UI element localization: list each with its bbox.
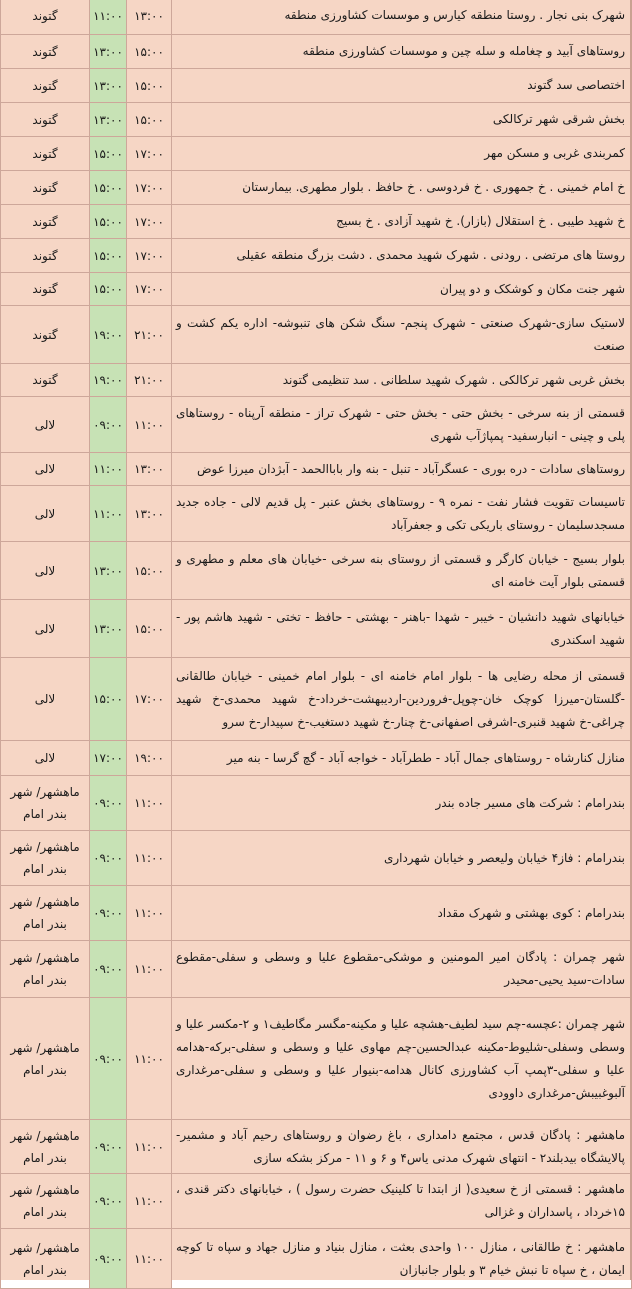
area-cell: روستا های مرتضی . رودنی . شهرک شهید محمدی . دشت بزرگ منطقه عقیلی [172,239,632,273]
start-time-cell: ۰۹:۰۰ [90,941,127,998]
end-time-cell: ۱۱:۰۰ [127,941,172,998]
start-time-cell: ۰۹:۰۰ [90,998,127,1120]
end-time-cell: ۱۵:۰۰ [127,35,172,69]
region-cell: ماهشهر/ شهر بندر امام [1,1174,90,1229]
area-cell: اختصاصی سد گتوند [172,69,632,103]
region-cell: ماهشهر/ شهر بندر امام [1,1120,90,1174]
table-row [1,306,632,364]
table-row [1,35,632,69]
region-cell: ماهشهر/ شهر بندر امام [1,998,90,1120]
region-cell: گتوند [1,273,90,306]
table-row [1,364,632,397]
area-cell: قسمتی از بنه سرخی - بخش حتی - بخش حتی - شهرک تراز - منطقه آرپناه - روستاهای پلی و چینی - انبارسفید- پمپاژآب شهری [172,397,632,453]
start-time-cell: ۱۳:۰۰ [90,103,127,137]
end-time-cell: ۱۱:۰۰ [127,397,172,453]
table-row [1,776,632,831]
end-time-cell: ۱۷:۰۰ [127,205,172,239]
start-time-cell: ۰۹:۰۰ [90,1229,127,1289]
area-cell: بلوار بسیج - خیابان کارگر و قسمتی از روستای بنه سرخی -خیابان های معلم و مطهری و قسمتی بلوار آیت خامنه ای [172,542,632,600]
table-row [1,137,632,171]
table-row [1,453,632,486]
start-time-cell: ۱۷:۰۰ [90,741,127,776]
region-cell: گتوند [1,35,90,69]
start-time-cell: ۱۵:۰۰ [90,658,127,741]
region-cell: گتوند [1,306,90,364]
region-cell: لالی [1,453,90,486]
region-cell: ماهشهر/ شهر بندر امام [1,886,90,941]
region-cell: ماهشهر/ شهر بندر امام [1,831,90,886]
region-cell: لالی [1,542,90,600]
table-row [1,0,632,35]
end-time-cell: ۱۵:۰۰ [127,542,172,600]
region-cell: لالی [1,486,90,542]
end-time-cell: ۲۱:۰۰ [127,364,172,397]
area-cell: شهرک بنی نجار . روستا منطقه کیارس و موسسات کشاورزی منطقه [172,0,632,35]
area-cell: قسمتی از محله رضایی ها - بلوار امام خامنه ای - بلوار امام خمینی - خیابان طالقانی -گلستان-میرزا کوچک خان-چوپل-فروردین-اردیبهشت-خرداد-خ شهید محمدی-خ شهید چراغی-خ شهید قنبری-اشرفی اصفهانی-خ چنار-خ شهید دستغیب-خ سپیدار-خ سرو [172,658,632,741]
start-time-cell: ۱۵:۰۰ [90,137,127,171]
area-cell: بندرامام : فاز۴ خیابان ولیعصر و خیابان شهرداری [172,831,632,886]
region-cell: لالی [1,600,90,658]
table-row [1,886,632,941]
table-row [1,741,632,776]
area-cell: منازل کنارشاه - روستاهای جمال آباد - ططرآباد - خواجه آباد - گچ گرسا - بنه میر [172,741,632,776]
end-time-cell: ۱۱:۰۰ [127,831,172,886]
area-cell: روستاهای آبید و چغامله و سله چین و موسسات کشاورزی منطقه [172,35,632,69]
area-cell: کمربندی غربی و مسکن مهر [172,137,632,171]
start-time-cell: ۱۱:۰۰ [90,453,127,486]
table-row [1,1120,632,1174]
area-cell: تاسیسات تقویت فشار نفت - نمره ۹ - روستاهای بخش عنبر - پل قدیم لالی - جاده جدید مسجدسلیمان - روستای باریکی تکی و جعفرآباد [172,486,632,542]
table-row [1,1174,632,1229]
table-row [1,600,632,658]
end-time-cell: ۱۷:۰۰ [127,239,172,273]
area-cell: ماهشهر : خ طالقانی ، منازل ۱۰۰ واحدی بعثت ، منازل بنیاد و منازل جهاد و سپاه تا کوچه ایمان ، خ سپاه تا نبش خیام ۳ و بلوار جانبازان [172,1229,632,1289]
table-row [1,397,632,453]
area-cell: روستاهای سادات - دره بوری - عسگرآباد - تنبل - بنه وار باباالحمد - آبژدان میرزا عوض [172,453,632,486]
start-time-cell: ۱۳:۰۰ [90,542,127,600]
area-cell: بخش شرقی شهر ترکالکی [172,103,632,137]
end-time-cell: ۱۱:۰۰ [127,1229,172,1289]
region-cell: لالی [1,658,90,741]
area-cell: ماهشهر : پادگان قدس ، مجتمع دامداری ، باغ رضوان و روستاهای رحیم آباد و مشمیر-پالایشگاه بیدبلند۲ - انتهای شهرک مدنی یاس۴ و ۶ و ۱۱ - مرکز بشکه سازی [172,1120,632,1174]
region-cell: ماهشهر/ شهر بندر امام [1,941,90,998]
area-cell: شهر چمران :عچسه-چم سید لطیف-هشچه علیا و مکینه-مگسر مگاطیف۱ و ۲-مکسر علیا و وسطی وسفلی-شلیوط-مکینه عبدالحسین-چم مهاوی علیا و وسطی و سفلی-برکه-هدامه علیا و سفلی-۳پمپ آب کشاورزی کانال هدامه-بنیوار علیا و وسطی و سفلی-مرغداری آلبوغبیبش-مرغداری داوودی [172,998,632,1120]
start-time-cell: ۱۳:۰۰ [90,69,127,103]
region-cell: ماهشهر/ شهر بندر امام [1,1229,90,1289]
end-time-cell: ۱۳:۰۰ [127,0,172,35]
area-cell: خ شهید طیبی . خ استقلال (بازار). خ شهید آزادی . خ بسیج [172,205,632,239]
region-cell: گتوند [1,364,90,397]
end-time-cell: ۱۱:۰۰ [127,998,172,1120]
area-cell: خیابانهای شهید دانشیان - خیبر - شهدا -باهنر - بهشتی - حافظ - تختی - شهید هاشم پور - شهید اسکندری [172,600,632,658]
start-time-cell: ۰۹:۰۰ [90,1174,127,1229]
region-cell: گتوند [1,205,90,239]
start-time-cell: ۱۳:۰۰ [90,600,127,658]
area-cell: خ امام خمینی . خ جمهوری . خ فردوسی . خ حافظ . بلوار مطهری. بیمارستان [172,171,632,205]
start-time-cell: ۰۹:۰۰ [90,831,127,886]
start-time-cell: ۰۹:۰۰ [90,776,127,831]
region-cell: گتوند [1,69,90,103]
end-time-cell: ۱۱:۰۰ [127,776,172,831]
region-cell: گتوند [1,103,90,137]
table-row [1,171,632,205]
table-row [1,273,632,306]
start-time-cell: ۱۱:۰۰ [90,486,127,542]
table-row [1,658,632,741]
table-row [1,542,632,600]
start-time-cell: ۰۹:۰۰ [90,397,127,453]
area-cell: بخش غربی شهر ترکالکی . شهرک شهید سلطانی . سد تنظیمی گتوند [172,364,632,397]
end-time-cell: ۱۳:۰۰ [127,486,172,542]
start-time-cell: ۱۹:۰۰ [90,364,127,397]
start-time-cell: ۱۵:۰۰ [90,273,127,306]
start-time-cell: ۱۵:۰۰ [90,205,127,239]
area-cell: بندرامام : شرکت های مسیر جاده بندر [172,776,632,831]
table-row [1,998,632,1120]
end-time-cell: ۱۷:۰۰ [127,137,172,171]
area-cell: بندرامام : کوی بهشتی و شهرک مقداد [172,886,632,941]
table-row [1,239,632,273]
start-time-cell: ۱۵:۰۰ [90,171,127,205]
start-time-cell: ۱۹:۰۰ [90,306,127,364]
region-cell: ماهشهر/ شهر بندر امام [1,776,90,831]
table-row [1,205,632,239]
start-time-cell: ۱۱:۰۰ [90,0,127,35]
end-time-cell: ۱۷:۰۰ [127,171,172,205]
end-time-cell: ۱۵:۰۰ [127,69,172,103]
table-row [1,69,632,103]
table-row [1,486,632,542]
schedule-table-body [1,0,632,1289]
table-row [1,941,632,998]
region-cell: گتوند [1,0,90,35]
end-time-cell: ۱۷:۰۰ [127,273,172,306]
end-time-cell: ۱۵:۰۰ [127,103,172,137]
region-cell: گتوند [1,239,90,273]
area-cell: ماهشهر : قسمتی از خ سعیدی( از ابتدا تا کلینیک حضرت رسول ) ، خیابانهای دکتر قندی ، ۱۵خرداد ، پاسداران و غزالی [172,1174,632,1229]
region-cell: گتوند [1,171,90,205]
table-row [1,103,632,137]
end-time-cell: ۱۵:۰۰ [127,600,172,658]
end-time-cell: ۱۳:۰۰ [127,453,172,486]
region-cell: لالی [1,741,90,776]
start-time-cell: ۱۳:۰۰ [90,35,127,69]
area-cell: لاستیک سازی-شهرک صنعتی - شهرک پنجم- سنگ شکن های تنبوشه- اداره یکم کشت و صنعت [172,306,632,364]
area-cell: شهر جنت مکان و کوشکک و دو پیران [172,273,632,306]
region-cell: گتوند [1,137,90,171]
end-time-cell: ۱۱:۰۰ [127,1174,172,1229]
end-time-cell: ۱۱:۰۰ [127,1120,172,1174]
area-cell: شهر چمران : پادگان امیر المومنین و موشکی-مقطوع علیا و وسطی و سفلی-مقطوع سادات-سید یحیی-محیدر [172,941,632,998]
start-time-cell: ۰۹:۰۰ [90,1120,127,1174]
start-time-cell: ۰۹:۰۰ [90,886,127,941]
end-time-cell: ۱۷:۰۰ [127,658,172,741]
end-time-cell: ۱۹:۰۰ [127,741,172,776]
table-row [1,831,632,886]
start-time-cell: ۱۵:۰۰ [90,239,127,273]
end-time-cell: ۲۱:۰۰ [127,306,172,364]
region-cell: لالی [1,397,90,453]
end-time-cell: ۱۱:۰۰ [127,886,172,941]
